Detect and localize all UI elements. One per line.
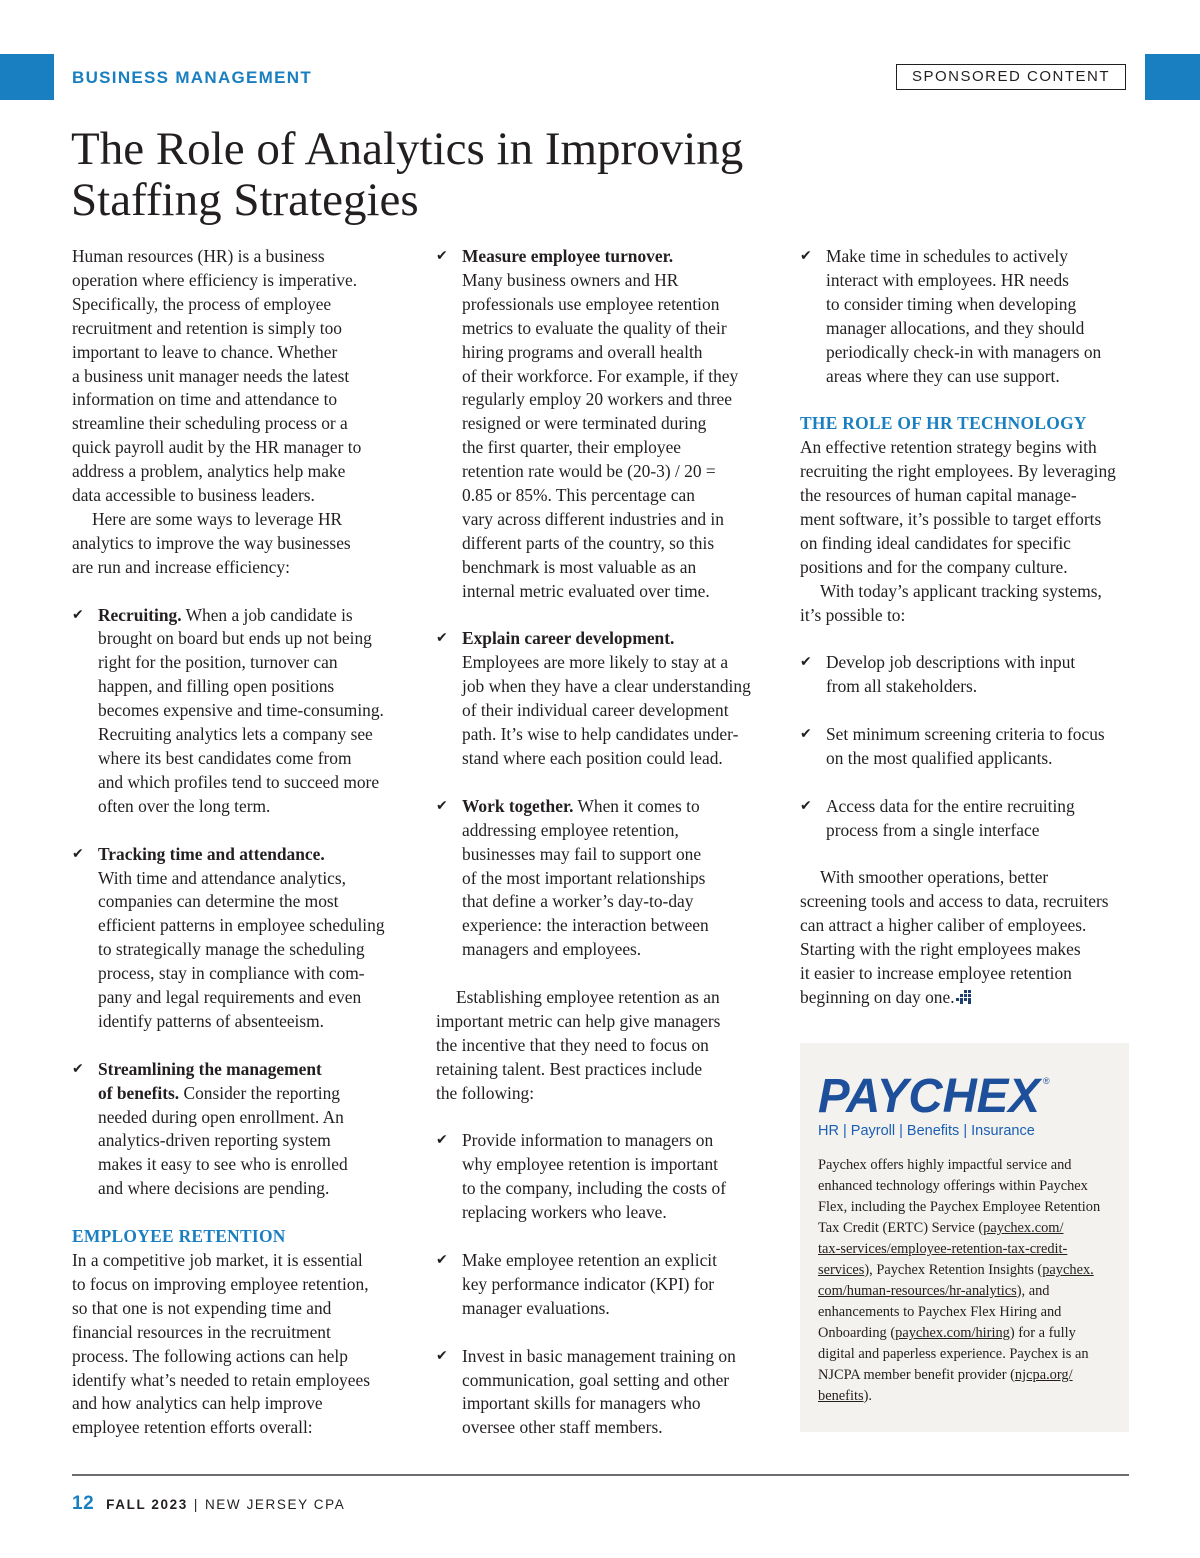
check-icon: ✔ — [800, 726, 812, 743]
text-line: With today’s applicant tracking systems, — [820, 580, 1102, 601]
text-line: the first quarter, their employee — [462, 437, 682, 458]
text-line: to consider timing when developing — [826, 293, 1077, 314]
column-1 — [72, 245, 412, 1440]
footer-rule — [72, 1474, 1129, 1476]
text-line: Human resources (HR) is a business — [72, 246, 325, 266]
text-line: the resources of human capital manage- — [800, 485, 1077, 506]
bullet-heading: Measure employee turnover. — [462, 246, 674, 266]
text-line: businesses may fail to support one — [462, 843, 702, 864]
bullet-management-training — [436, 1345, 776, 1441]
check-icon: ✔ — [72, 1060, 84, 1077]
text-line: and where decisions are pending. — [98, 1178, 330, 1199]
bullet-text: When a job candidate is — [181, 604, 353, 625]
check-icon: ✔ — [436, 630, 448, 647]
intro-paragraph — [72, 245, 412, 508]
link-ertc-end[interactable]: services — [818, 1262, 865, 1278]
sponsored-content-badge: SPONSORED CONTENT — [896, 64, 1126, 90]
text-line: a business unit manager needs the latest — [72, 365, 350, 386]
text-line: internal metric evaluated over time. — [462, 580, 710, 601]
text-line: Make employee retention an explicit — [462, 1249, 717, 1270]
text-line: With time and attendance analytics, — [98, 867, 346, 888]
link-ertc[interactable]: paychex.com/ — [983, 1220, 1064, 1236]
text-line: efficient patterns in employee scheduling — [98, 915, 385, 936]
bullet-kpi — [436, 1249, 776, 1321]
check-icon: ✔ — [72, 606, 84, 623]
bullet-body — [462, 1130, 726, 1222]
text-line: With smoother operations, better — [820, 867, 1049, 888]
text-line: Provide information to managers on — [462, 1130, 714, 1151]
text-line: financial resources in the recruitment — [72, 1321, 331, 1342]
check-icon: ✔ — [800, 248, 812, 264]
text-line: to the company, including the costs of — [462, 1178, 727, 1199]
section-label: BUSINESS MANAGEMENT — [72, 68, 313, 87]
check-icon: ✔ — [436, 1132, 448, 1149]
bullet-text: When it comes to — [573, 795, 700, 816]
text-line: replacing workers who leave. — [462, 1202, 667, 1223]
text-line: it’s possible to: — [800, 604, 906, 625]
text-line: resigned or were terminated during — [462, 413, 707, 434]
bullet-heading: Streamlining the management — [98, 1058, 322, 1079]
text-line: recruitment and retention is simply too — [72, 317, 342, 338]
paychex-logo — [818, 1074, 1058, 1116]
text-line: where its best candidates come from — [98, 748, 352, 769]
bullet-body — [462, 1250, 717, 1318]
text-line: Develop job descriptions with input — [826, 652, 1076, 673]
text-line: path. It’s wise to help candidates under- — [462, 724, 739, 745]
text-line: and which profiles tend to succeed more — [98, 771, 380, 792]
publication-name: NEW JERSEY CPA — [204, 1497, 346, 1512]
text-line: addressing employee retention, — [462, 819, 679, 840]
text-line: important to leave to chance. Whether — [72, 341, 338, 362]
text-line: professionals use employee retention — [462, 293, 720, 314]
text-line: information on time and attendance to — [72, 389, 338, 410]
text-line: employee retention efforts overall: — [72, 1417, 313, 1438]
footer-separator: | — [193, 1497, 199, 1512]
subhead-hr-technology: THE ROLE OF HR TECHNOLOGY — [800, 413, 1087, 434]
text-line: on finding ideal candidates for specific — [800, 532, 1071, 553]
bullet-career-development — [436, 627, 776, 770]
retention-paragraph — [72, 1249, 412, 1440]
text-line: manager evaluations. — [462, 1297, 610, 1318]
title-line-2: Staffing Strategies — [71, 174, 419, 226]
text-line: often over the long term. — [98, 795, 271, 816]
text-line: vary across different industries and in — [462, 508, 724, 529]
article-title — [71, 124, 831, 226]
check-icon: ✔ — [72, 845, 84, 862]
column-3 — [800, 245, 1132, 1010]
bullet-heading: Recruiting. — [98, 604, 182, 625]
text-line: An effective retention strategy begins with — [800, 437, 1097, 458]
title-line-1: The Role of Analytics in Improving — [71, 123, 744, 175]
text-line: it easier to increase employee retention — [800, 963, 1072, 984]
text-line: Many business owners and HR — [462, 269, 679, 290]
bullet-benefits — [72, 1058, 412, 1201]
text-line: that define a worker’s day-to-day — [462, 891, 694, 912]
bullet-provide-information — [436, 1129, 776, 1225]
text-line: screening tools and access to data, recruiters — [800, 891, 1109, 912]
bullet-body — [462, 820, 709, 960]
text-line: are run and increase efficiency: — [72, 556, 290, 577]
text-line: the incentive that they need to focus on — [436, 1034, 709, 1055]
bullet-body — [462, 270, 738, 601]
text-line: address a problem, analytics help make — [72, 461, 346, 482]
bullet-body — [826, 652, 1075, 696]
text-line: operation where efficiency is imperative. — [72, 269, 358, 290]
text-line: In a competitive job market, it is essential — [72, 1250, 363, 1270]
issue-season: FALL 2023 — [106, 1497, 188, 1512]
bullet-heading: Explain career development. — [462, 628, 675, 649]
text-line: communication, goal setting and other — [462, 1369, 730, 1390]
text-line: oversee other staff members. — [462, 1417, 663, 1438]
text-line: important skills for managers who — [462, 1393, 701, 1414]
check-icon: ✔ — [436, 797, 448, 814]
link-hr-analytics-cont[interactable]: com/human-resources/hr-analytics — [818, 1283, 1017, 1299]
text-line: of their workforce. For example, if they — [462, 365, 739, 386]
bullet-work-together — [436, 795, 776, 962]
text-line: can attract a higher caliber of employees. — [800, 915, 1087, 936]
bullet-body — [826, 796, 1075, 840]
text-line: interact with employees. HR needs — [826, 269, 1069, 290]
bullet-heading: Work together. — [462, 795, 574, 816]
text-line: stand where each position could lead. — [462, 748, 723, 769]
text-line: happen, and filling open positions — [98, 676, 335, 697]
text-line: important metric can help give managers — [436, 1010, 721, 1031]
text-line: regularly employ 20 workers and three — [462, 389, 732, 410]
text-line: retention rate would be (20-3) / 20 = — [462, 461, 716, 482]
link-ertc-cont[interactable]: tax-services/employee-retention-tax-credit- — [818, 1241, 1068, 1257]
text-line: experience: the interaction between — [462, 915, 709, 936]
text-line: quick payroll audit by the HR manager to — [72, 437, 362, 458]
bullet-job-descriptions — [800, 651, 1132, 699]
text-line: brought on board but ends up not being — [98, 628, 372, 649]
bullet-access-data — [800, 795, 1132, 843]
text-line: makes it easy to see who is enrolled — [98, 1154, 348, 1175]
applicant-tracking-paragraph — [800, 580, 1132, 628]
bullet-text: Consider the reporting — [179, 1082, 340, 1103]
text-line: process, stay in compliance with com- — [98, 963, 365, 984]
check-icon: ✔ — [436, 1251, 448, 1268]
text-line: hiring programs and overall health — [462, 341, 703, 362]
check-icon: ✔ — [436, 1347, 448, 1364]
check-icon: ✔ — [436, 248, 448, 264]
text-line: of their individual career development — [462, 700, 729, 721]
text-line: positions and for the company culture. — [800, 556, 1068, 577]
text-line: on the most qualified applicants. — [826, 747, 1053, 768]
bullet-measure-turnover — [436, 245, 776, 604]
bullet-body — [98, 1107, 348, 1199]
text-line: identify what’s needed to retain employees — [72, 1369, 370, 1390]
text-line: right for the position, turnover can — [98, 652, 338, 673]
text-line: so that one is not expending time and — [72, 1297, 332, 1318]
bullet-recruiting — [72, 604, 412, 819]
text-line: why employee retention is important — [462, 1154, 718, 1175]
text-line: Specifically, the process of employee — [72, 293, 332, 314]
check-icon: ✔ — [800, 797, 812, 814]
link-njcpa-cont[interactable]: benefits — [818, 1388, 864, 1404]
link-hr-analytics[interactable]: paychex. — [1042, 1262, 1094, 1278]
bullet-body — [98, 868, 385, 1031]
intro-paragraph-2 — [72, 508, 412, 580]
text-line: and how analytics can help improve — [72, 1393, 323, 1414]
best-practices-paragraph — [436, 986, 776, 1106]
text-line: the following: — [436, 1082, 535, 1103]
text-line: beginning on day one. — [800, 987, 955, 1008]
text-line: 0.85 or 85%. This percentage can — [462, 485, 695, 506]
text-line: process. The following actions can help — [72, 1345, 348, 1366]
closing-paragraph — [800, 866, 1132, 1009]
text-line: analytics to improve the way businesses — [72, 532, 351, 553]
njcpa-end-mark-icon — [955, 990, 971, 1004]
text-line: Employees are more likely to stay at a — [462, 652, 729, 673]
text-line: areas where they can use support. — [826, 365, 1060, 386]
closing-text — [800, 867, 1109, 1007]
header-accent-left — [0, 54, 54, 100]
bullet-tracking-time — [72, 843, 412, 1034]
text-line: different parts of the country, so this — [462, 532, 715, 553]
text-line: process from a single interface — [826, 819, 1040, 840]
link-hiring[interactable]: paychex.com/hiring — [895, 1325, 1010, 1341]
text-line: Here are some ways to leverage HR — [92, 508, 343, 529]
text-line: ment software, it’s possible to target efforts — [800, 508, 1102, 529]
page-footer — [72, 1493, 345, 1515]
column-2 — [436, 245, 776, 1440]
logo-registered-mark: ® — [1043, 1076, 1050, 1086]
text-line: Starting with the right employees makes — [800, 939, 1081, 960]
text-line: Make time in schedules to actively — [826, 246, 1068, 266]
text-line: retaining talent. Best practices include — [436, 1058, 703, 1079]
text-line: analytics-driven reporting system — [98, 1130, 331, 1151]
text-line: Set minimum screening criteria to focus — [826, 724, 1105, 745]
bullet-screening-criteria — [800, 723, 1132, 771]
text-line: from all stakeholders. — [826, 676, 978, 697]
text-line: of the most important relationships — [462, 867, 706, 888]
text-line: benchmark is most valuable as an — [462, 556, 697, 577]
text-line: metrics to evaluate the quality of their — [462, 317, 727, 338]
text-line: managers and employees. — [462, 939, 642, 960]
page-number: 12 — [72, 1493, 95, 1514]
text-line: to focus on improving employee retention, — [72, 1273, 369, 1294]
sponsor-description: Paychex offers highly impactful service and enhanced technology offerings within Paychex Flex, including the Paychex Employee Retention Tax Credit (ERTC) Service (paychex.com/ tax-services/employee-retention-tax-credit- services), Paychex Retention Insights (paychex. com/human-resources/hr-analytics), and enhancements to Paychex Flex Hiring and Onboarding (paychex.com/hiring) for a fully digital and paperless experience. Paychex is an NJCPA member benefit provider (njcpa.org/ benefits). — [818, 1157, 1101, 1404]
link-njcpa[interactable]: njcpa.org/ — [1014, 1367, 1073, 1383]
bullet-heading: Tracking time and attendance. — [98, 843, 325, 864]
bullet-body — [826, 724, 1105, 768]
text-line: Recruiting analytics lets a company see — [98, 724, 373, 745]
check-icon: ✔ — [800, 654, 812, 671]
text-line: periodically check-in with managers on — [826, 341, 1102, 362]
text-line: companies can determine the most — [98, 891, 339, 912]
bullet-heading-2: of benefits. — [98, 1082, 180, 1103]
subhead-employee-retention: EMPLOYEE RETENTION — [72, 1226, 286, 1247]
text-line: to strategically manage the scheduling — [98, 939, 365, 960]
text-line: Invest in basic management training on — [462, 1345, 736, 1366]
hr-technology-paragraph — [800, 436, 1132, 579]
text-line: needed during open enrollment. An — [98, 1106, 344, 1127]
text-line: data accessible to business leaders. — [72, 485, 315, 506]
bullet-body — [98, 628, 384, 815]
text-line: key performance indicator (KPI) for — [462, 1273, 715, 1294]
header-accent-right — [1145, 54, 1200, 100]
text-line: Access data for the entire recruiting — [826, 795, 1075, 816]
bullet-body — [462, 652, 751, 768]
sponsor-tagline: HR | Payroll | Benefits | Insurance — [818, 1123, 1035, 1139]
text-line: job when they have a clear understanding — [462, 676, 751, 697]
logo-wordmark: PAYCHEX — [818, 1074, 1043, 1116]
text-line: identify patterns of absenteeism. — [98, 1010, 325, 1031]
text-line: pany and legal requirements and even — [98, 987, 362, 1008]
bullet-body — [462, 1346, 736, 1438]
text-line: becomes expensive and time-consuming. — [98, 700, 384, 721]
text-line: recruiting the right employees. By leveraging — [800, 461, 1116, 482]
bullet-make-time — [800, 245, 1132, 388]
bullet-body — [826, 246, 1101, 386]
text-line: manager allocations, and they should — [826, 317, 1085, 338]
text-line: Establishing employee retention as an — [456, 987, 720, 1008]
text-line: streamline their scheduling process or a — [72, 413, 348, 434]
